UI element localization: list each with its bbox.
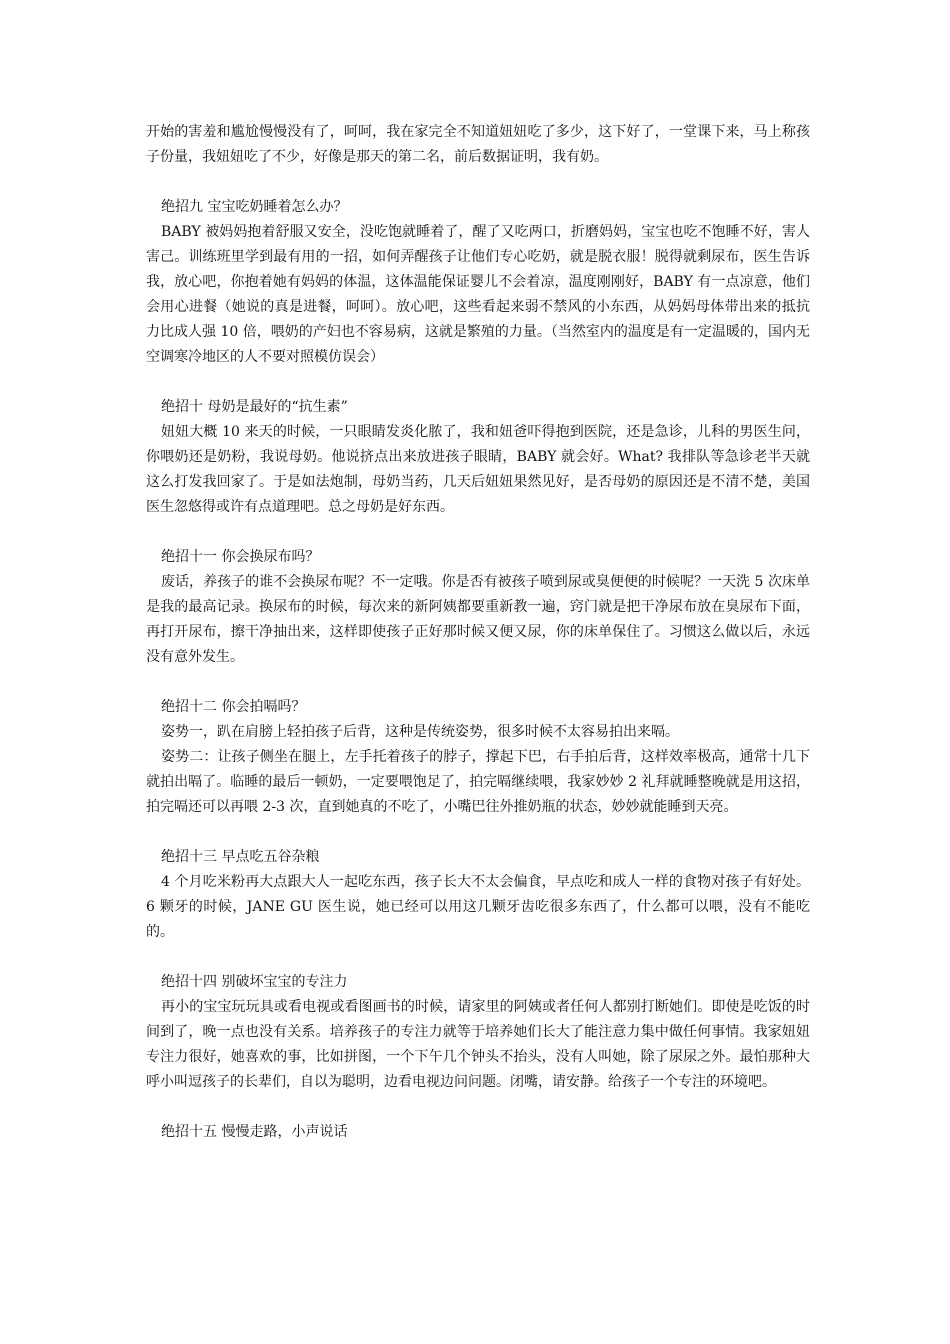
intro-paragraph: 开始的害羞和尴尬慢慢没有了，呵呵，我在家完全不知道妞妞吃了多少，这下好了，一堂课下来，马上称孩子份量，我妞妞吃了不少，好像是那天的第二名，前后数据证明，我有奶。 — [146, 124, 810, 165]
section-10-paragraph: 妞妞大概 10 来天的时候，一只眼睛发炎化脓了，我和妞爸吓得抱到医院，还是急诊，儿科的男医生问，你喂奶还是奶粉，我说母奶。他说挤点出来放进孩子眼睛，BABY 就会好。What? 我排队等急诊老半天就这么打发我回家了。于是如法炮制，母奶当药，几天后妞妞果然见好，是否母奶的原因还是不清不楚，美国医生忽悠得或许有点道理吧。总之母奶是好东西。 — [146, 424, 810, 515]
section-11-title: 绝招十一 你会换尿布吗？ — [161, 549, 320, 565]
spacer — [146, 670, 810, 695]
spacer — [146, 170, 810, 195]
section-9-title: 绝招九 宝宝吃奶睡着怎么办？ — [161, 199, 348, 215]
spacer — [146, 820, 810, 845]
document-page — [146, 120, 810, 1145]
section-13-paragraph: 4 个月吃米粉再大点跟大人一起吃东西，孩子长大不太会偏食，早点吃和成人一样的食物对孩子有好处。6 颗牙的时候，JANE GU 医生说，她已经可以用这几颗牙齿吃很多东西了，什么都可以喂，没有不能吃的。 — [146, 874, 810, 940]
section-12-title: 绝招十二 你会拍嗝吗？ — [161, 699, 306, 715]
spacer — [146, 520, 810, 545]
section-14-paragraph: 再小的宝宝玩玩具或看电视或看图画书的时候，请家里的阿姨或者任何人都别打断她们。即使是吃饭的时间到了，晚一点也没有关系。培养孩子的专注力就等于培养她们长大了能注意力集中做任何事情。我家妞妞专注力很好，她喜欢的事，比如拼图，一个下午几个钟头不抬头，没有人叫她，除了尿尿之外。最怕那种大呼小叫逗孩子的长辈们，自以为聪明，边看电视边问问题。闭嘴，请安静。给孩子一个专注的环境吧。 — [146, 999, 810, 1090]
spacer — [146, 1095, 810, 1120]
section-12-paragraph-2: 姿势二：让孩子侧坐在腿上，左手托着孩子的脖子，撑起下巴，右手拍后背，这样效率极高，通常十几下就拍出嗝了。临睡的最后一顿奶，一定要喂饱足了，拍完嗝继续喂，我家妙妙 2 礼拜就睡整晚就是用这招，拍完嗝还可以再喂 2-3 次，直到她真的不吃了，小嘴巴往外推奶瓶的状态，妙妙就能睡到天亮。 — [146, 749, 810, 815]
section-12-paragraph-1: 姿势一，趴在肩膀上轻拍孩子后背，这种是传统姿势，很多时候不太容易拍出来嗝。 — [161, 724, 679, 740]
spacer — [146, 370, 810, 395]
section-13-title: 绝招十三 早点吃五谷杂粮 — [161, 849, 320, 865]
section-9-paragraph: BABY 被妈妈抱着舒服又安全，没吃饱就睡着了，醒了又吃两口，折磨妈妈，宝宝也吃不饱睡不好，害人害己。训练班里学到最有用的一招，如何弄醒孩子让他们专心吃奶，就是脱衣服！脱得就剩尿布，医生告诉我，放心吧，你抱着她有妈妈的体温，这体温能保证婴儿不会着凉，温度刚刚好，BABY 有一点凉意，他们会用心进餐（她说的真是进餐，呵呵）。放心吧，这些看起来弱不禁风的小东西，从妈妈母体带出来的抵抗力比成人强 10 倍，喂奶的产妇也不容易病，这就是繁殖的力量。（当然室内的温度是有一定温暖的，国内无空调寒冷地区的人不要对照模仿误会） — [146, 224, 810, 365]
section-11-paragraph: 废话，养孩子的谁不会换尿布呢？不一定哦。你是否有被孩子喷到尿或臭便便的时候呢？一天洗 5 次床单是我的最高记录。换尿布的时候，每次来的新阿姨都要重新教一遍，窍门就是把干净尿布放在臭尿布下面，再打开尿布，擦干净抽出来，这样即使孩子正好那时候又便又尿，你的床单保住了。习惯这么做以后，永远没有意外发生。 — [146, 574, 810, 665]
section-10-title: 绝招十 母奶是最好的“抗生素” — [161, 399, 348, 415]
spacer — [146, 945, 810, 970]
section-15-title: 绝招十五 慢慢走路，小声说话 — [161, 1124, 348, 1140]
section-14-title: 绝招十四 别破坏宝宝的专注力 — [161, 974, 348, 990]
